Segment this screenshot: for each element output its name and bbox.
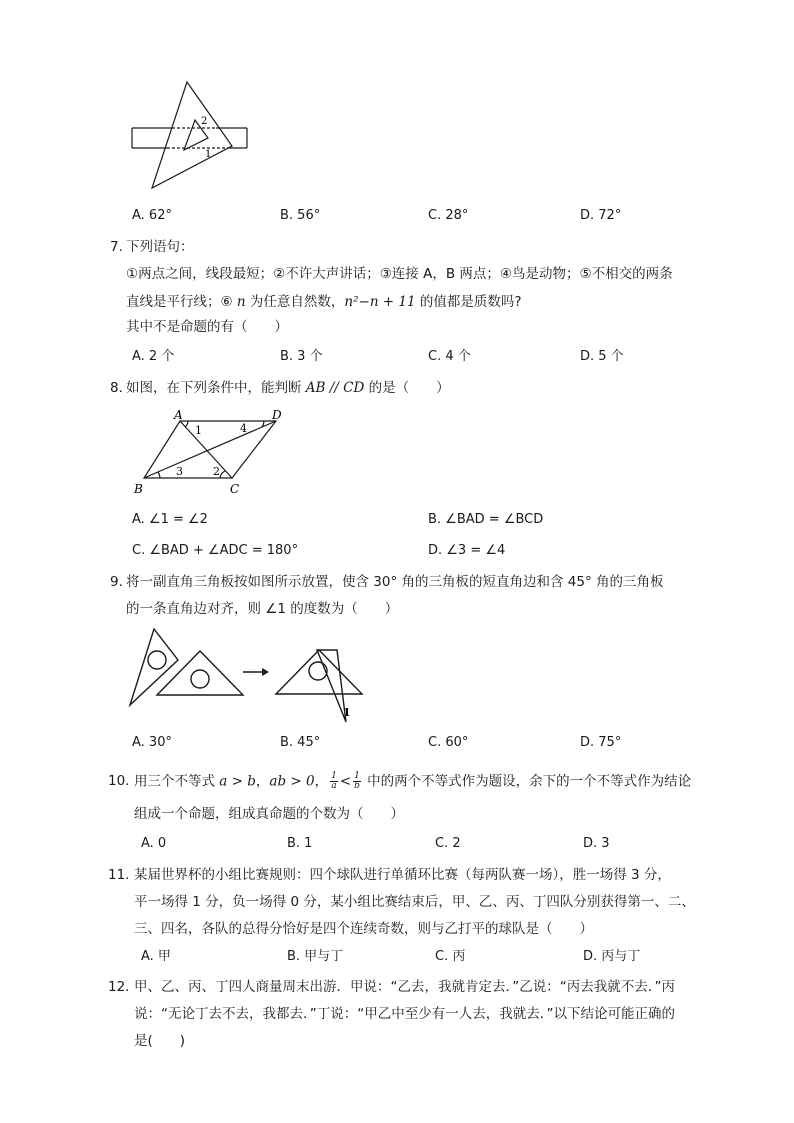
q8-option-c[interactable]: C. ∠BAD + ∠ADC = 180° <box>132 543 299 558</box>
q12-line-1: 甲、乙、丙、丁四人商量周末出游．甲说：“乙去，我就肯定去．”乙说：“丙去我就不去．”丙 <box>134 979 675 995</box>
q7-line-3: 其中不是命题的有（ ） <box>126 319 288 335</box>
q10-fraction-operator: < <box>339 773 352 790</box>
q8-angle-3-label: 3 <box>176 465 183 478</box>
q11-number: 11. <box>108 867 130 883</box>
q9-line-2: 的一条直角边对齐，则 ∠1 的度数为（ ） <box>126 601 399 617</box>
q9-option-a[interactable]: A. 30° <box>132 735 172 750</box>
q10-line-1 <box>134 772 691 791</box>
q11-line-2: 平一场得 1 分，负一场得 0 分，某小组比赛结束后，甲、乙、丙、丁四队分别获得第一、二、 <box>134 894 695 910</box>
q9-arrow-head <box>262 668 269 676</box>
q9-left-45-triangle-hole <box>191 670 209 688</box>
q6-angle-2-label: 2 <box>201 116 208 127</box>
q8-label-a: A <box>174 408 183 422</box>
q7-number: 7. <box>110 239 123 255</box>
q7-line-2-c: 的值都是质数吗? <box>415 294 522 310</box>
q9-line-1: 将一副直角三角板按如图所示放置，使含 30° 角的三角板的短直角边和含 45° 角的三角板 <box>126 574 664 590</box>
q10-inequality-2: ab > 0 <box>269 773 315 790</box>
q9-left-30-triangle <box>130 629 178 705</box>
q10-fraction-1: $\frac{1}{a}$ <box>331 771 337 791</box>
q9-angle-1-label: 1 <box>343 706 351 719</box>
q6-option-c[interactable]: C. 28° <box>428 208 469 223</box>
q7-line-2-a: 直线是平行线；⑥ <box>126 294 237 310</box>
q8-option-a[interactable]: A. ∠1 = ∠2 <box>132 512 208 527</box>
q10-option-c[interactable]: C. 2 <box>435 836 461 851</box>
q6-option-b[interactable]: B. 56° <box>280 208 321 223</box>
q11-option-b[interactable]: B. 甲与丁 <box>287 949 344 964</box>
q8-label-c: C <box>230 482 240 496</box>
q11-option-a[interactable]: A. 甲 <box>141 949 171 964</box>
q8-angle-2-label: 2 <box>213 465 220 478</box>
q8-stem-b: 的是（ ） <box>364 380 450 396</box>
q9-number: 9. <box>110 574 123 590</box>
q10-separator-1: ， <box>255 773 270 790</box>
q9-right-45-triangle-hole <box>309 662 327 680</box>
q7-stem: 下列语句： <box>126 239 194 255</box>
q8-stem-a: 如图，在下列条件中，能判断 <box>126 380 306 396</box>
q7-expression: n²−n + 11 <box>344 294 416 310</box>
q6-option-a[interactable]: A. 62° <box>132 208 172 223</box>
q8-label-d: D <box>272 408 282 422</box>
q10-separator-2: ， <box>314 773 329 790</box>
q11-option-c[interactable]: C. 丙 <box>435 949 466 964</box>
q12-number: 12. <box>108 979 130 995</box>
q8-option-b[interactable]: B. ∠BAD = ∠BCD <box>428 512 544 527</box>
q9-left-30-triangle-hole <box>148 651 166 669</box>
q10-line-1-b: 中的两个不等式作为题设，余下的一个不等式作为结论 <box>362 773 692 790</box>
q8-option-d[interactable]: D. ∠3 = ∠4 <box>428 543 506 558</box>
q9-option-d[interactable]: D. 75° <box>580 735 622 750</box>
q10-inequality-1: a > b <box>219 773 256 790</box>
q9-right-30-triangle <box>317 650 346 722</box>
q10-line-1-a: 用三个不等式 <box>134 773 220 790</box>
q7-line-2-b: 为任意自然数， <box>245 294 345 310</box>
q7-option-b[interactable]: B. 3 个 <box>280 349 323 364</box>
q11-line-1: 某届世界杯的小组比赛规则：四个球队进行单循环比赛（每两队赛一场），胜一场得 3 分， <box>134 867 671 883</box>
q10-option-b[interactable]: B. 1 <box>287 836 313 851</box>
q7-option-c[interactable]: C. 4 个 <box>428 349 471 364</box>
q11-option-d[interactable]: D. 丙与丁 <box>583 949 641 964</box>
q12-line-3: 是( ) <box>134 1033 186 1049</box>
q10-option-a[interactable]: A. 0 <box>141 836 167 851</box>
q6-angle-1-label: 1 <box>205 149 212 160</box>
q7-variable-n: n <box>236 294 246 310</box>
q10-fraction-2: $\frac{1}{b}$ <box>354 771 360 791</box>
q12-line-2: 说：“无论丁去不去，我都去．”丁说：“甲乙中至少有一人去，我就去．”以下结论可能正确的 <box>134 1006 675 1022</box>
q8-angle-4-label: 4 <box>240 422 247 435</box>
q9-option-c[interactable]: C. 60° <box>428 735 469 750</box>
q8-angle-1-label: 1 <box>195 424 202 437</box>
q8-number: 8. <box>110 380 123 396</box>
q6-option-d[interactable]: D. 72° <box>580 208 622 223</box>
q7-option-d[interactable]: D. 5 个 <box>580 349 624 364</box>
q7-option-a[interactable]: A. 2 个 <box>132 349 175 364</box>
q7-line-1: ①两点之间，线段最短；②不许大声讲话；③连接 A，B 两点；④鸟是动物；⑤不相交的两条 <box>126 266 673 282</box>
q10-option-d[interactable]: D. 3 <box>583 836 610 851</box>
q8-stem-math: AB // CD <box>305 380 365 396</box>
q8-label-b: B <box>134 482 143 496</box>
q10-line-2: 组成一个命题，组成真命题的个数为（ ） <box>134 806 404 822</box>
q11-line-3: 三、四名，各队的总得分恰好是四个连续奇数，则与乙打平的球队是（ ） <box>134 921 593 937</box>
q10-number: 10. <box>108 773 130 789</box>
q9-option-b[interactable]: B. 45° <box>280 735 321 750</box>
